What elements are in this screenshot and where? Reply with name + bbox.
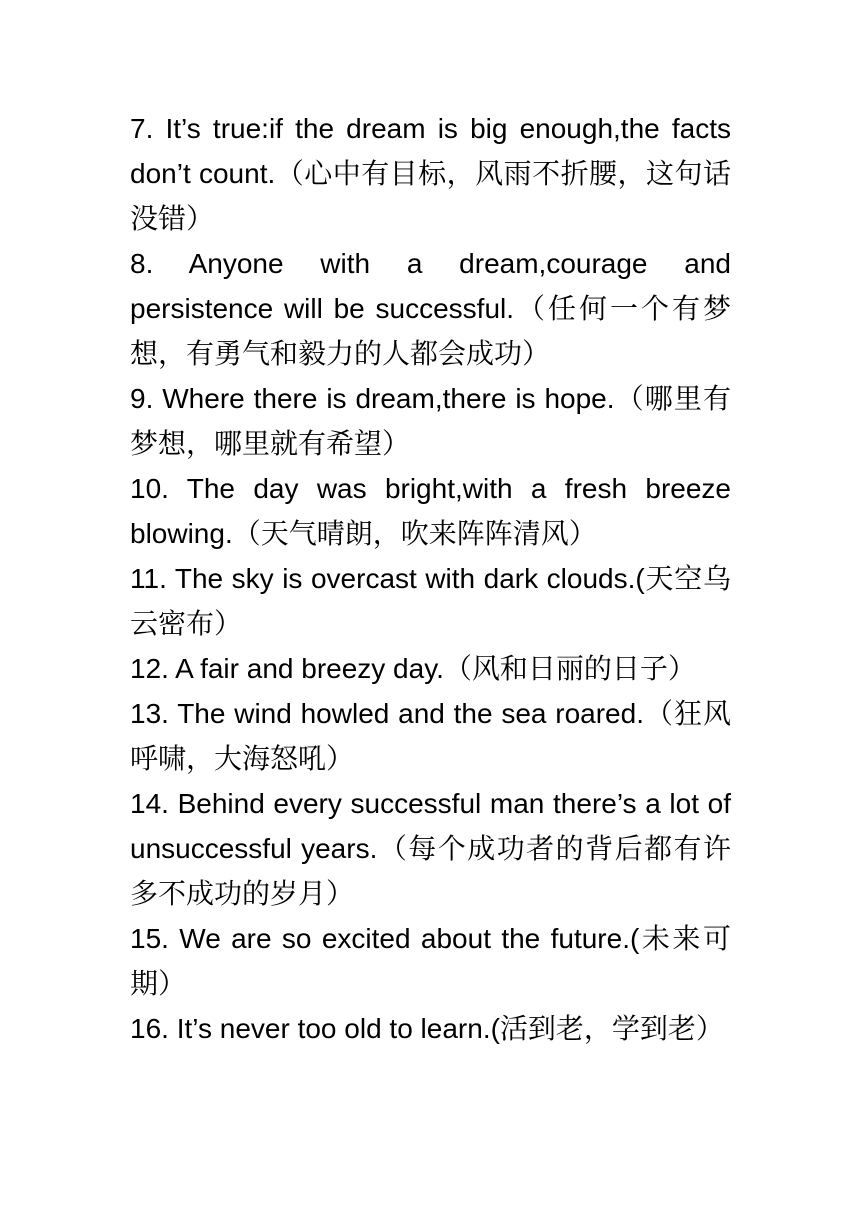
sentence-entry: 10. The day was bright,with a fresh breeze blowing.（天气晴朗，吹来阵阵清风） <box>130 473 731 549</box>
sentence-entry: 12. A fair and breezy day.（风和日丽的日子） <box>130 653 696 684</box>
sentence-entry: 11. The sky is overcast with dark clouds.(天空乌云密布） <box>130 563 731 639</box>
sentence-entry: 8. Anyone with a dream,courage and persistence will be successful.（任何一个有梦想，有勇气和毅力的人都会成功） <box>130 248 731 369</box>
sentence-entry: 16. It’s never too old to learn.(活到老，学到老） <box>130 1013 724 1044</box>
sentence-entry: 13. The wind howled and the sea roared.（狂风呼啸，大海怒吼） <box>130 698 731 774</box>
sentence-entry: 9. Where there is dream,there is hope.（哪里有梦想，哪里就有希望） <box>130 383 731 459</box>
sentence-entry: 7. It’s true:if the dream is big enough,the facts don’t count.（心中有目标，风雨不折腰，这句话没错） <box>130 113 731 234</box>
document-page <box>130 106 731 1051</box>
sentence-entry: 14. Behind every successful man there’s a lot of unsuccessful years.（每个成功者的背后都有许多不成功的岁月） <box>130 788 731 909</box>
sentence-entry: 15. We are so excited about the future.(未来可期） <box>130 923 731 999</box>
